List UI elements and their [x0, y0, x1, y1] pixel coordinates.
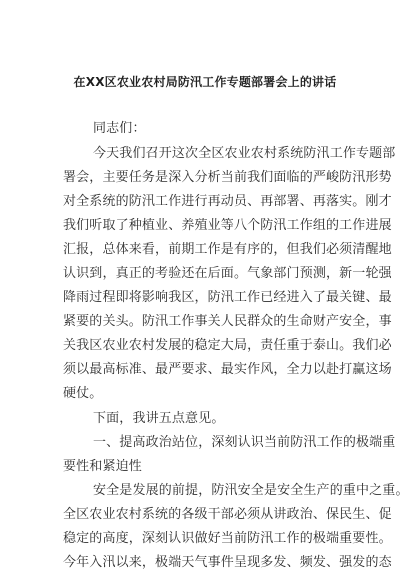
paragraph-line: 对全系统的防汛工作进行再动员、再部署、再落实。刚才	[63, 194, 392, 209]
paragraph-line: 今天我们召开这次全区农业农村系统防汛工作专题部	[93, 146, 396, 161]
paragraph-line: 须以最高标准、最严要求、最实作风，全力以赴打赢这场	[63, 362, 392, 377]
paragraph-line: 全区农业农村系统的各级干部必须从讲政治、保民生、促	[63, 507, 392, 522]
salutation: 同志们：	[93, 121, 146, 136]
document-title: 在XX区农业农村局防汛工作专题部署会上的讲话	[73, 75, 337, 89]
paragraph-line: 我们听取了种植业、养殖业等八个防汛工作组的工作进展	[63, 218, 392, 233]
paragraph-line: 署会，主要任务是深入分析当前我们面临的严峻防汛形势	[63, 170, 392, 185]
paragraph-line: 认识到，真正的考验还在后面。气象部门预测，新一轮强	[63, 266, 392, 281]
paragraph-line: 关我区农业农村发展的稳定大局，责任重于泰山。我们必	[63, 338, 392, 353]
paragraph-line: 降雨过程即将影响我区，防汛工作已经进入了最关键、最	[63, 290, 392, 305]
paragraph-line: 稳定的高度，深刻认识做好当前防汛工作的极端重要性。	[63, 531, 392, 546]
paragraph-line: 下面，我讲五点意见。	[93, 411, 225, 426]
paragraph-line: 汇报，总体来看，前期工作是有序的，但我们必须清醒地	[63, 242, 392, 257]
paragraph-line: 安全是发展的前提，防汛安全是安全生产的重中之重。	[93, 483, 409, 498]
paragraph-line: 今年入汛以来，极端天气事件呈现多发、频发、强发的态	[63, 555, 392, 570]
section-heading-line: 一、提高政治站位，深刻认识当前防汛工作的极端重	[93, 435, 396, 450]
paragraph-line: 硬仗。	[63, 386, 103, 401]
section-heading-line: 要性和紧迫性	[63, 459, 142, 474]
paragraph-line: 紧要的关头。防汛工作事关人民群众的生命财产安全，事	[63, 314, 392, 329]
